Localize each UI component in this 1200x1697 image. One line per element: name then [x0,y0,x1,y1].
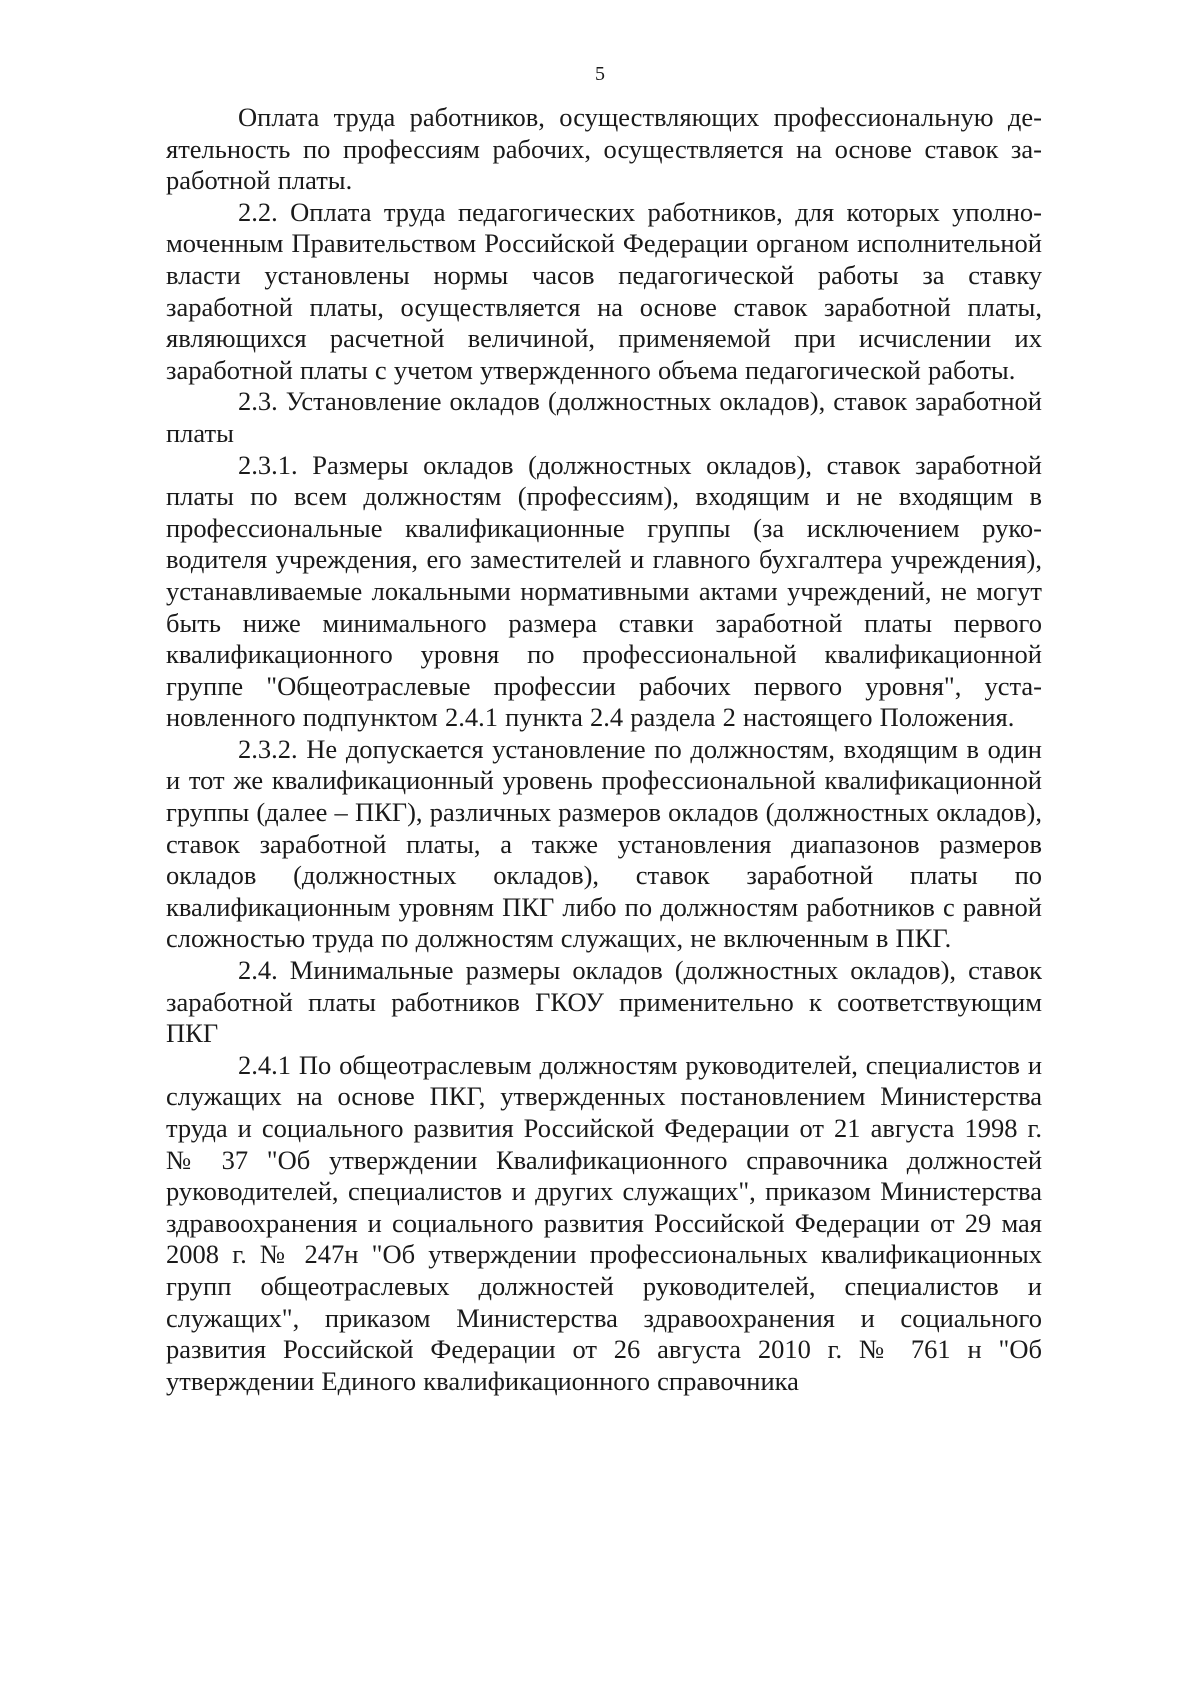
paragraph-2-4-1: 2.4.1 По общеотраслевым должностям руководителей, специалистов и служащих на основе ПКГ, утвержденных постановлением Министерства труда и социального развития Российской Федерации от 21 августа 1998 г. № 37 "Об утверждении Квалификационного справочника должностей руководителей, специалистов и других служащих", приказом Министерства здравоохранения и социального развития Российской Федерации от 29 мая 2008 г. № 247н "Об утверждении профессиональных квалификационных групп общеотраслевых должностей руководителей, специалистов и служащих", приказом Министерства здравоохранения и социального развития Российской Федерации от 26 августа 2010 г. № 761 н "Об утверждении Единого квалификационного справочника [166,1049,1042,1396]
paragraph-2-4: 2.4. Минимальные размеры окладов (должностных окладов), ставок заработной платы работников ГКОУ применительно к соответствующим ПКГ [166,955,1042,1049]
document-body [166,102,1042,1397]
paragraph-2-3: 2.3. Установление окладов (должностных окладов), ставок заработной платы [166,386,1042,448]
paragraph-2-3-1: 2.3.1. Размеры окладов (должностных окладов), ставок заработной платы по всем должностям (профессиям), входящим и не входящим в профессиональные квалификационные группы (за исключением руководителя учреждения, его заместителей и главного бухгалтера учреждения), устанавливаемые локальными нормативными актами учреждений, не могут быть ниже минимального размера ставки заработной платы первого квалификационного уровня по профессиональной квалификационной группе "Общеотраслевые профессии рабочих первого уровня", установленного подпунктом 2.4.1 пункта 2.4 раздела 2 настоящего Положения. [166,449,1042,733]
paragraph-worker-pay: Оплата труда работников, осуществляющих профессиональную деятельность по профессиям рабочих, осуществляется на основе ставок заработной платы. [166,102,1042,196]
paragraph-2-2: 2.2. Оплата труда педагогических работников, для которых уполномоченным Правительством Российской Федерации органом исполнительной власти установлены нормы часов педагогической работы за ставку заработной платы, осуществляется на основе ставок заработной платы, являющихся расчетной величиной, применяемой при исчислении их заработной платы с учетом утвержденного объема педагогической работы. [166,196,1042,385]
page-number: 5 [595,63,605,85]
paragraph-2-3-2: 2.3.2. Не допускается установление по должностям, входящим в один и тот же квалификационный уровень профессиональной квалификационной группы (далее – ПКГ), различных размеров окладов (должностных окладов), ставок заработной платы, а также установления диапазонов размеров окладов (должностных окладов), ставок заработной платы по квалификационным уровням ПКГ либо по должностям работников с равной сложностью труда по должностям служащих, не включенным в ПКГ. [166,733,1042,954]
